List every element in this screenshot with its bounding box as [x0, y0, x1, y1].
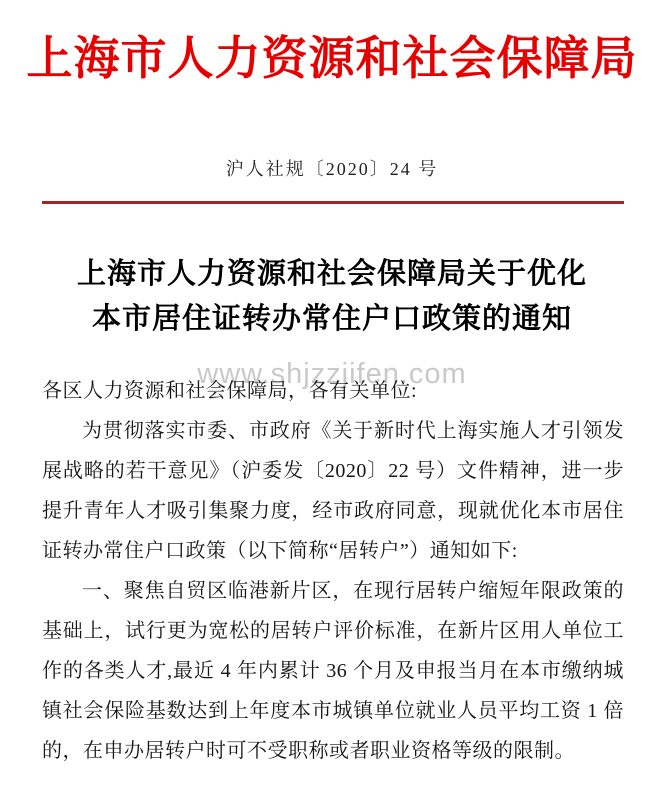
body-line: 镇社会保险基数达到上年度本市城镇单位就业人员平均工资 1 倍: [42, 700, 624, 722]
body-line: 基础上，试行更为宽松的居转户评价标准，在新片区用人单位工: [42, 620, 624, 642]
document-number: 沪人社规〔2020〕24 号: [225, 159, 439, 179]
agency-letterhead-title: 上海市人力资源和社会保障局: [26, 33, 638, 84]
notice-title-line-2: 本市居住证转办常住户口政策的通知: [91, 303, 572, 335]
body-line: 各区人力资源和社会保障局，各有关单位:: [42, 380, 418, 402]
body-line: 提升青年人才吸引集聚力度，经市政府同意，现就优化本市居住: [42, 500, 624, 522]
body-line: 证转办常住户口政策（以下简称“居转户”）通知如下:: [42, 540, 518, 562]
document-body: [42, 371, 624, 771]
body-line: 的，在申办居转户时可不受职称或者职业资格等级的限制。: [42, 740, 575, 762]
site-watermark: www.shjzzjifen.com: [197, 358, 467, 390]
body-line: 为贯彻落实市委、市政府《关于新时代上海实施人才引领发: [82, 420, 624, 442]
notice-title-line-1: 上海市人力资源和社会保障局关于优化: [76, 258, 587, 290]
body-line: 一、聚焦自贸区临港新片区，在现行居转户缩短年限政策的: [82, 580, 624, 602]
body-line: 作的各类人才,最近 4 年内累计 36 个月及申报当月在本市缴纳城: [42, 660, 624, 682]
body-line: 展战略的若干意见》（沪委发〔2020〕22 号）文件精神，进一步: [42, 460, 624, 482]
red-divider-rule: [42, 201, 624, 204]
notice-title: [0, 252, 664, 342]
